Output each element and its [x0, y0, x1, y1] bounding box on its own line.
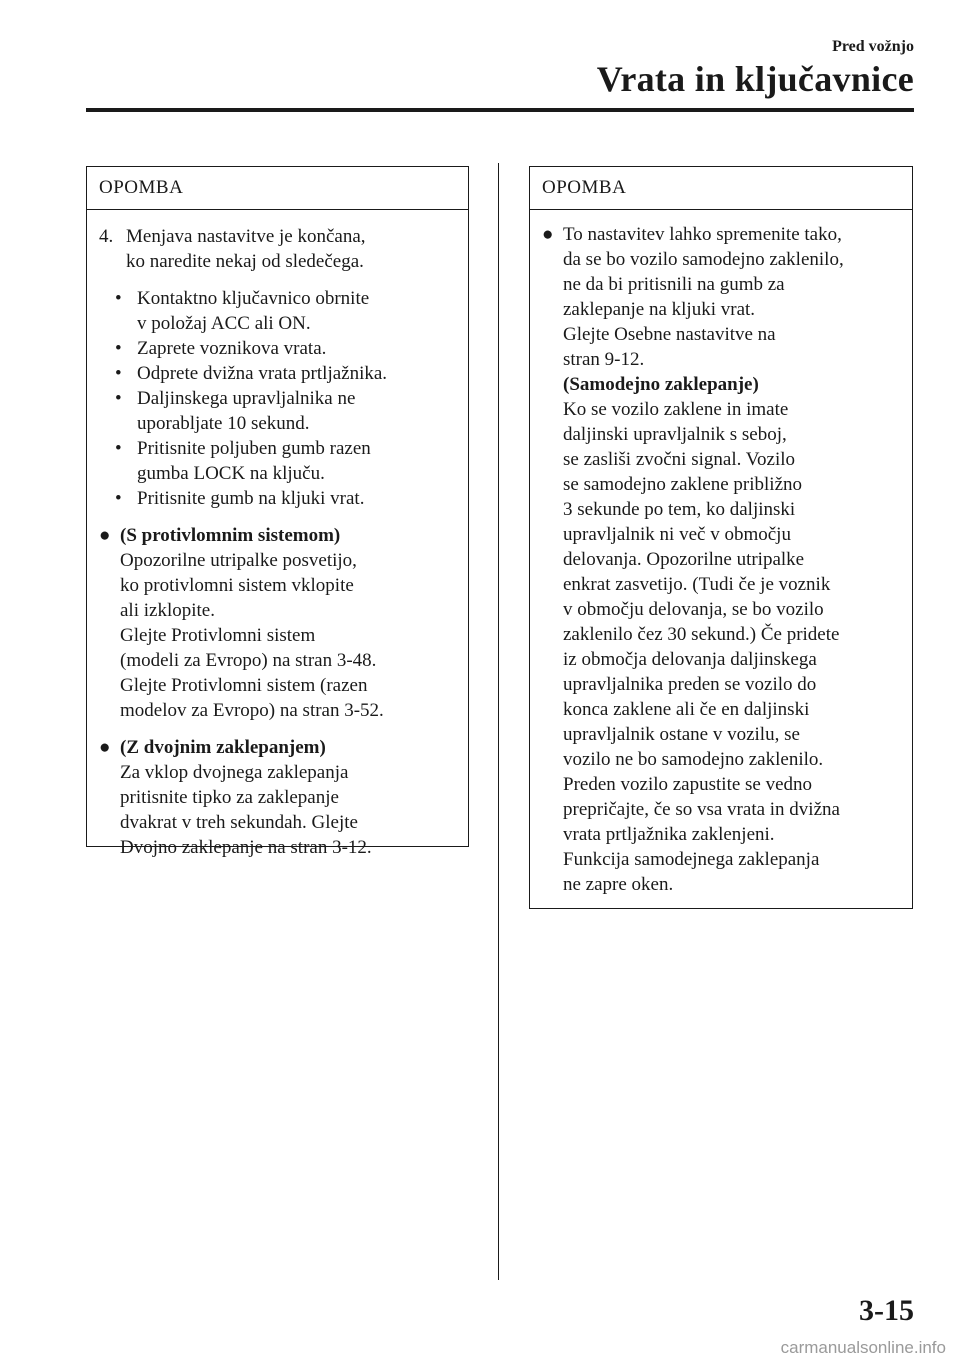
bullet-dot-icon: ● [542, 224, 554, 245]
step-sub-list [115, 286, 460, 511]
sub-item-line: Pritisnite gumb na kljuki vrat. [137, 488, 365, 509]
note-line: 3 sekunde po tem, ko daljinski [563, 499, 796, 520]
sub-item [115, 336, 460, 361]
watermark-text: carmanualsonline.info [780, 1338, 946, 1357]
note-subtitle: (Samodejno zaklepanje) [563, 374, 759, 395]
page-number: 3-15 [859, 1294, 914, 1327]
square-bullet-icon: • [115, 288, 122, 309]
sub-item-line: Kontaktno ključavnico obrnite [137, 288, 370, 309]
note-line: upravljalnik ostane v vozilu, se [563, 724, 800, 745]
sub-item-line: Zaprete voznikova vrata. [137, 338, 327, 359]
note-line: Glejte Osebne nastavitve na [563, 324, 776, 345]
note-line: v območju delovanja, se bo vozilo [563, 599, 824, 620]
bullet-line: Opozorilne utripalke posvetijo, [120, 550, 357, 571]
note-line: ne da bi pritisnili na gumb za [563, 274, 785, 295]
right-note-box [529, 166, 913, 909]
square-bullet-icon: • [115, 388, 122, 409]
sub-item [115, 486, 460, 511]
bullet-anti-theft [99, 523, 460, 723]
step-number: 4. [99, 226, 114, 247]
sub-item-line: Odprete dvižna vrata prtljažnika. [137, 363, 388, 384]
note-line: Preden vozilo zapustite se vedno [563, 774, 813, 795]
numbered-step [99, 224, 460, 274]
bullet-title: (S protivlomnim sistemom) [120, 525, 341, 546]
bullet-line: Za vklop dvojnega zaklepanja [120, 762, 349, 783]
bullet-line: (modeli za Evropo) na stran 3-48. [120, 650, 377, 671]
sub-item [115, 386, 460, 436]
bullet-line: Dvojno zaklepanje na stran 3-12. [120, 837, 372, 858]
section-label: Pred vožnjo [832, 38, 914, 55]
note-line: da se bo vozilo samodejno zaklenilo, [563, 249, 844, 270]
step-line: ko naredite nekaj od sledečega. [126, 251, 364, 272]
sub-item [115, 436, 460, 486]
note-line: se zasliši zvočni signal. Vozilo [563, 449, 796, 470]
sub-item-line: uporabljate 10 sekund. [137, 413, 310, 434]
note-line: vrata prtljažnika zaklenjeni. [563, 824, 775, 845]
note-line: enkrat zasvetijo. (Tudi če je voznik [563, 574, 831, 595]
bullet-title: (Z dvojnim zaklepanjem) [120, 737, 326, 758]
note-line: se samodejno zaklene približno [563, 474, 803, 495]
bullet-auto-lock [542, 222, 904, 897]
note-line: upravljalnika preden se vozilo do [563, 674, 817, 695]
note-line: zaklepanje na kljuki vrat. [563, 299, 756, 320]
chapter-title: Vrata in ključavnice [596, 59, 914, 99]
square-bullet-icon: • [115, 488, 122, 509]
bullet-line: Glejte Protivlomni sistem (razen [120, 675, 368, 696]
square-bullet-icon: • [115, 438, 122, 459]
sub-item-line: Daljinskega upravljalnika ne [137, 388, 356, 409]
right-note-body [530, 210, 912, 897]
bullet-line: ali izklopite. [120, 600, 215, 621]
note-line: daljinski upravljalnik s seboj, [563, 424, 787, 445]
note-line: Ko se vozilo zaklene in imate [563, 399, 789, 420]
sub-item [115, 286, 460, 336]
note-line: ne zapre oken. [563, 874, 674, 895]
note-line: konca zaklene ali če en daljinski [563, 699, 810, 720]
header-rule [86, 108, 914, 112]
note-line: iz območja delovanja daljinskega [563, 649, 817, 670]
left-note-body [87, 210, 468, 860]
left-note-box [86, 166, 469, 858]
square-bullet-icon: • [115, 363, 122, 384]
step-text [126, 224, 366, 274]
bullet-double-lock [99, 735, 460, 860]
note-line: To nastavitev lahko spremenite tako, [563, 224, 842, 245]
note-line: stran 9-12. [563, 349, 645, 370]
bullet-dot-icon: ● [99, 525, 111, 546]
note-line: vozilo ne bo samodejno zaklenilo. [563, 749, 824, 770]
bullet-line: dvakrat v treh sekundah. Glejte [120, 812, 358, 833]
note-line: upravljalnik ni več v območju [563, 524, 791, 545]
note-line: delovanja. Opozorilne utripalke [563, 549, 805, 570]
note-line: zaklenilo čez 30 sekund.) Če pridete [563, 624, 840, 645]
bullet-line: ko protivlomni sistem vklopite [120, 575, 354, 596]
bullet-dot-icon: ● [99, 737, 111, 758]
note-line: prepričajte, če so vsa vrata in dvižna [563, 799, 840, 820]
column-divider [498, 163, 499, 1280]
sub-item-line: gumba LOCK na ključu. [137, 463, 325, 484]
bullet-line: pritisnite tipko za zaklepanje [120, 787, 339, 808]
left-note-heading: OPOMBA [87, 167, 468, 210]
bullet-line: Glejte Protivlomni sistem [120, 625, 316, 646]
sub-item-line: v položaj ACC ali ON. [137, 313, 311, 334]
bullet-line: modelov za Evropo) na stran 3-52. [120, 700, 384, 721]
sub-item-line: Pritisnite poljuben gumb razen [137, 438, 371, 459]
right-note-heading: OPOMBA [530, 167, 912, 210]
sub-item [115, 361, 460, 386]
step-line: Menjava nastavitve je končana, [126, 226, 366, 247]
square-bullet-icon: • [115, 338, 122, 359]
note-line: Funkcija samodejnega zaklepanja [563, 849, 820, 870]
